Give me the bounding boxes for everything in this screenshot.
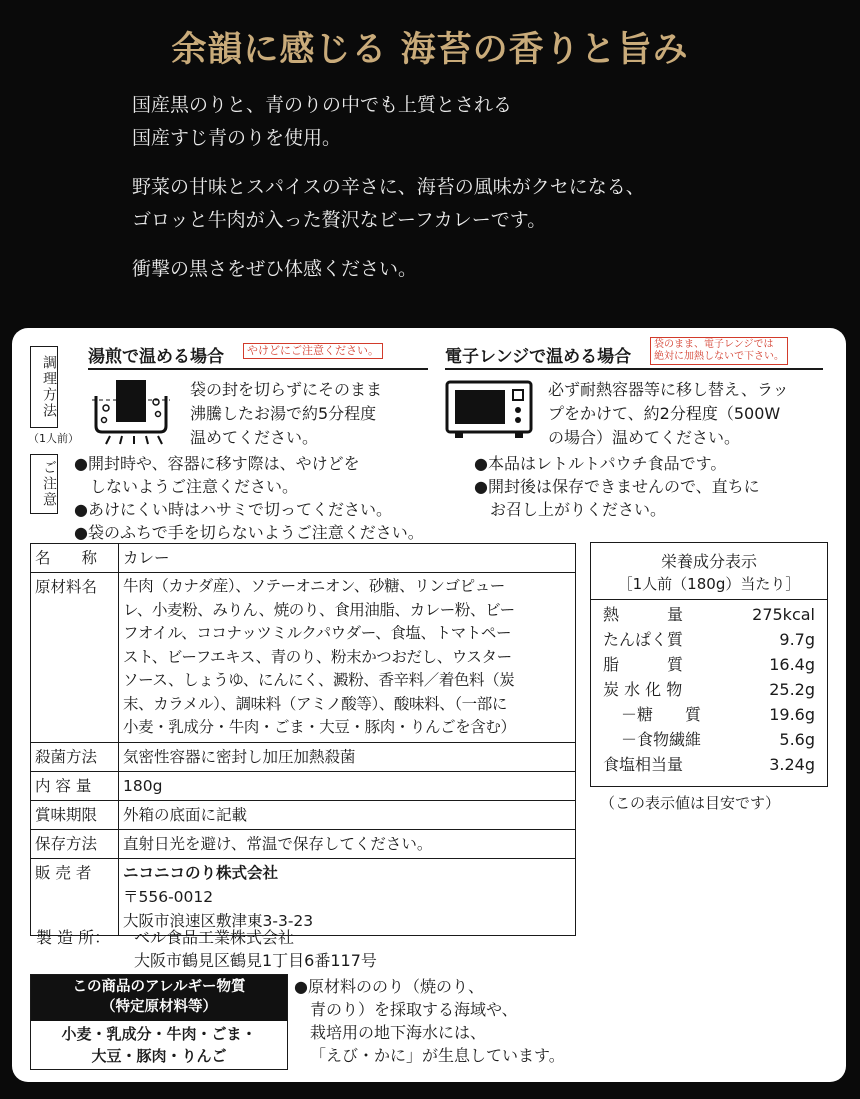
caution-item-cont: お召し上がりください。 — [490, 500, 667, 519]
boil-warning: やけどにご注意ください。 — [243, 343, 383, 359]
caution-label: ご注意 — [30, 454, 58, 514]
intro-line: 衝撃の黒さをぜひ体感ください。 — [132, 258, 418, 280]
nutrition-note: （この表示値は目安です） — [600, 794, 781, 812]
row-value: 外箱の底面に記載 — [119, 800, 576, 829]
row-label: 販 売 者 — [31, 858, 119, 935]
row-value: 直射日光を避け、常温で保存してください。 — [119, 829, 576, 858]
allergen-note: ● 原材料ののり（焼のり、 — [294, 975, 484, 998]
cooking-serving-note: （1人前） — [28, 432, 79, 445]
row-value: 気密性容器に密封し加圧加熱殺菌 — [119, 742, 576, 771]
table-row — [31, 829, 576, 858]
caution-item: ● 開封後は保存できませんので、直ちに — [474, 475, 760, 498]
allergen-note-cont: 青のり）を採取する海域や、 — [310, 1000, 518, 1019]
nutrition-serving: ［1人前（180g）当たり］ — [617, 575, 801, 593]
product-info-table — [30, 543, 576, 936]
intro-line: 国産黒のりと、青のりの中でも上質とされる — [132, 94, 513, 116]
ingredients-value: 牛肉（カナダ産）、ソテーオニオン、砂糖、リンゴピュー レ、小麦粉、みりん、焼のり、食用油脂、カレー粉、ビー フオイル、ココナッツミルクパウダー、食塩、トマトペー スト、ビーフエキス、青のり、粉末かつおだし、ウスター ソース、しょうゆ、にんにく、澱粉、香辛料／着色料（炭 末、カラメル）、調味料（アミノ酸等）、酸味料、（一部に 小麦・乳成分・牛肉・ごま・大豆・豚肉・りんごを含む） — [119, 573, 576, 743]
table-row — [31, 858, 576, 935]
nutrition-row: 炭 水 化 物 25.2g — [603, 680, 815, 699]
row-label: 名 称 — [31, 544, 119, 573]
allergen-box — [30, 974, 288, 1070]
seller-address: 〒556-0012 大阪市浪速区敷津東3-3-23 — [123, 887, 314, 930]
microwave-text: プをかけて、約2分程度（500W — [548, 404, 781, 423]
boil-title: 湯煎で温める場合 — [88, 347, 224, 367]
microwave-warning: 袋のまま、電子レンジでは 絶対に加熱しないで下さい。 — [650, 337, 788, 365]
table-row — [31, 742, 576, 771]
cooking-method-label: 調理方法 — [30, 346, 58, 428]
microwave-icon — [445, 380, 533, 440]
caution-item: ● 開封時や、容器に移す際は、やけどを — [74, 452, 360, 475]
top-banner — [0, 0, 860, 330]
microwave-text: 必ず耐熱容器等に移し替え、ラッ — [548, 380, 789, 399]
headline: 余韻に感じる 海苔の香りと旨み — [171, 29, 689, 70]
allergen-note-cont: 「えび・かに」が生息しています。 — [310, 1046, 565, 1065]
row-value: 180g — [119, 771, 576, 800]
maker-name: ベル食品工業株式会社 — [134, 928, 295, 947]
nutrition-row: 食塩相当量 3.24g — [603, 755, 815, 774]
maker-address: 大阪市鶴見区鶴見1丁目6番117号 — [134, 951, 377, 970]
seller-name: ニコニコのり株式会社 — [123, 863, 279, 882]
nutrition-title: 栄養成分表示 — [660, 552, 757, 571]
caution-item: ● 本品はレトルトパウチ食品です。 — [474, 452, 726, 475]
nutrition-row: 熱 量 275kcal — [603, 605, 815, 624]
intro-line: 国産すじ青のりを使用。 — [132, 127, 342, 149]
microwave-title: 電子レンジで温める場合 — [445, 347, 632, 367]
row-label: 殺菌方法 — [31, 742, 119, 771]
nutrition-facts-box — [590, 542, 828, 787]
nutrition-row: 脂 質 16.4g — [603, 655, 815, 674]
pot-boiling-icon — [90, 378, 176, 446]
nutrition-row: －食物繊維 5.6g — [621, 730, 815, 749]
intro-line: 野菜の甘味とスパイスの辛さに、海苔の風味がクセになる、 — [132, 176, 645, 198]
row-label: 賞味期限 — [31, 800, 119, 829]
allergen-note-cont: 栽培用の地下海水には、 — [310, 1023, 487, 1042]
allergen-heading: この商品のアレルギー物質 （特定原材料等） — [31, 975, 287, 1021]
maker-label: 製 造 所： — [36, 928, 111, 947]
row-label: 内 容 量 — [31, 771, 119, 800]
divider — [88, 368, 428, 370]
table-row — [31, 771, 576, 800]
caution-item-cont: しないようご注意ください。 — [90, 477, 299, 496]
microwave-text: の場合）温めてください。 — [548, 428, 741, 447]
table-row — [31, 573, 576, 743]
nutrition-row: たんぱく質 9.7g — [603, 630, 815, 649]
nutrition-row: －糖 質 19.6g — [621, 705, 815, 724]
row-label: 保存方法 — [31, 829, 119, 858]
boil-text: 袋の封を切らずにそのまま — [190, 380, 383, 399]
seller-value — [119, 858, 576, 935]
caution-item: ● 袋のふちで手を切らないようご注意ください。 — [74, 521, 424, 544]
boil-text: 温めてください。 — [190, 428, 319, 447]
boil-text: 沸騰したお湯で約5分程度 — [190, 404, 377, 423]
intro-line: ゴロッと牛肉が入った贅沢なビーフカレーです。 — [132, 209, 547, 231]
allergen-list: 小麦・乳成分・牛肉・ごま・ 大豆・豚肉・りんご — [61, 1025, 257, 1065]
table-row — [31, 800, 576, 829]
row-value: カレー — [119, 544, 576, 573]
divider — [591, 599, 827, 600]
table-row — [31, 544, 576, 573]
caution-item: ● あけにくい時はハサミで切ってください。 — [74, 498, 392, 521]
divider — [445, 368, 823, 370]
row-label: 原材料名 — [31, 573, 119, 743]
